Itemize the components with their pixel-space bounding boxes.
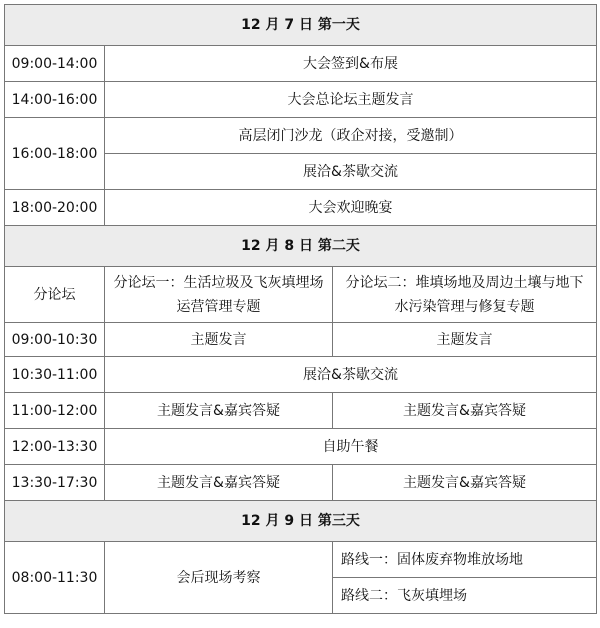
forum-1-cell: 主题发言&嘉宾答疑: [105, 465, 333, 501]
time-cell: 13:30-17:30: [5, 465, 105, 501]
forum-2-cell: 主题发言&嘉宾答疑: [333, 465, 597, 501]
forum-1-cell: 主题发言&嘉宾答疑: [105, 393, 333, 429]
forum-1-cell: 主题发言: [105, 323, 333, 357]
table-row: [5, 357, 597, 393]
day-header-3: [5, 501, 597, 542]
table-row: [5, 82, 597, 118]
time-cell: 08:00-11:30: [5, 542, 105, 614]
activity-cell: 自助午餐: [105, 429, 597, 465]
table-row: [5, 46, 597, 82]
time-cell: 10:30-11:00: [5, 357, 105, 393]
activity-cell: 会后现场考察: [105, 542, 333, 614]
activity-cell: 大会欢迎晚宴: [105, 190, 597, 226]
forum-2-cell: 主题发言: [333, 323, 597, 357]
time-cell: 09:00-14:00: [5, 46, 105, 82]
time-cell: 18:00-20:00: [5, 190, 105, 226]
time-cell: 14:00-16:00: [5, 82, 105, 118]
activity-cell: 展洽&茶歇交流: [105, 357, 597, 393]
forum-1-title: 分论坛一：生活垃圾及飞灰填埋场运营管理专题: [105, 267, 333, 323]
activity-cell: 展洽&茶歇交流: [105, 154, 597, 190]
forum-2-title: 分论坛二：堆填场地及周边土壤与地下水污染管理与修复专题: [333, 267, 597, 323]
day-header-1: [5, 5, 597, 46]
activity-cell: 高层闭门沙龙（政企对接，受邀制）: [105, 118, 597, 154]
day-header-2: [5, 226, 597, 267]
time-cell: 11:00-12:00: [5, 393, 105, 429]
table-row: [5, 267, 597, 323]
activity-cell: 大会总论坛主题发言: [105, 82, 597, 118]
route-2-cell: 路线二：飞灰填埋场: [333, 578, 597, 614]
subforum-label: 分论坛: [5, 267, 105, 323]
table-row: [5, 465, 597, 501]
table-row: [5, 429, 597, 465]
time-cell: 12:00-13:30: [5, 429, 105, 465]
day-2-title: 12 月 8 日 第二天: [5, 226, 597, 267]
table-row: [5, 542, 597, 578]
table-row: [5, 323, 597, 357]
forum-2-cell: 主题发言&嘉宾答疑: [333, 393, 597, 429]
schedule-table: [4, 4, 597, 614]
activity-cell: 大会签到&布展: [105, 46, 597, 82]
time-cell: 16:00-18:00: [5, 118, 105, 190]
day-1-title: 12 月 7 日 第一天: [5, 5, 597, 46]
table-row: [5, 393, 597, 429]
day-3-title: 12 月 9 日 第三天: [5, 501, 597, 542]
table-row: [5, 190, 597, 226]
time-cell: 09:00-10:30: [5, 323, 105, 357]
route-1-cell: 路线一：固体废弃物堆放场地: [333, 542, 597, 578]
table-row: [5, 118, 597, 154]
